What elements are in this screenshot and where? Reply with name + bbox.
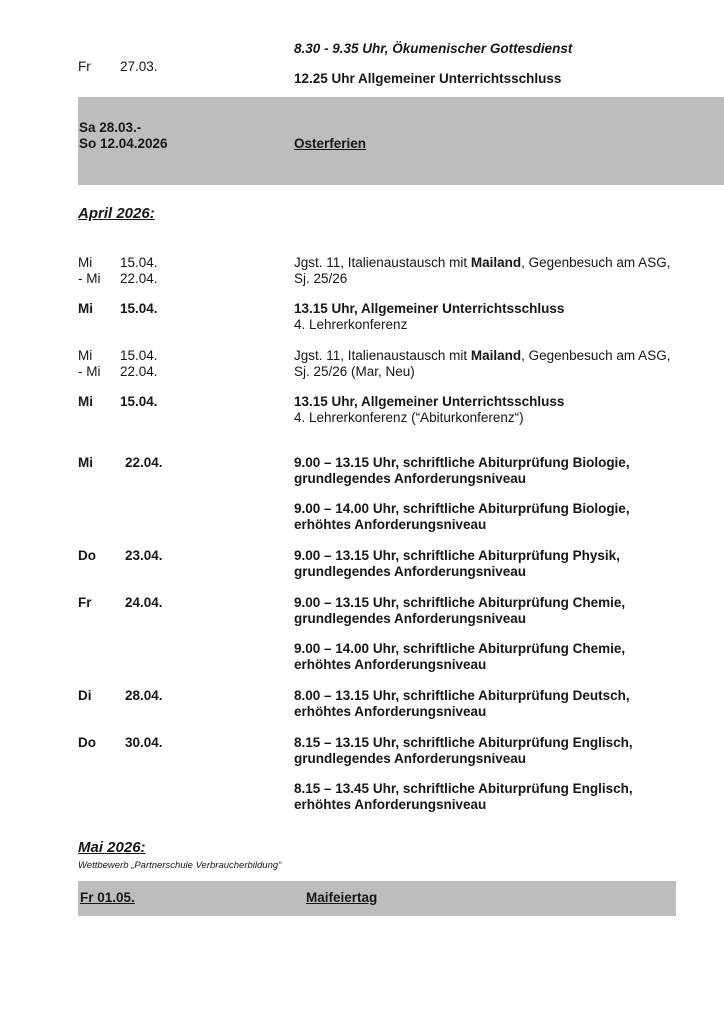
mai-heading: Mai 2026: xyxy=(78,839,146,856)
schedule-row-abitur-chemie-en xyxy=(78,641,724,674)
row-day: Mi xyxy=(78,348,93,363)
desc-line2: grundlegendes Anforderungsniveau xyxy=(294,751,527,766)
schedule-row-abitur-deutsch-en xyxy=(78,688,724,721)
desc-text: Jgst. 11, Italienaustausch mit xyxy=(294,348,471,363)
row-description xyxy=(294,501,630,533)
row-date: 24.04. xyxy=(125,595,163,610)
event-unterrichtsschluss-line: 12.25 Uhr Allgemeiner Unterrichtsschluss xyxy=(294,71,562,86)
desc-line2: erhöhtes Anforderungsniveau xyxy=(294,657,487,672)
desc-line2: erhöhtes Anforderungsniveau xyxy=(294,517,487,532)
row-day: Do xyxy=(78,735,96,750)
may-banner-date: Fr 01.05. xyxy=(80,890,135,905)
event-gottesdienst-line: 8.30 - 9.35 Uhr, Ökumenischer Gottesdienst xyxy=(294,41,573,56)
desc-line1: 9.00 – 13.15 Uhr, schriftliche Abiturprüfung Biologie, xyxy=(294,455,630,470)
row-description xyxy=(294,735,633,767)
row-description xyxy=(294,348,670,380)
desc-line2: Sj. 25/26 (Mar, Neu) xyxy=(294,364,415,379)
row-date: 30.04. xyxy=(125,735,163,750)
row-day2: - Mi xyxy=(78,271,101,286)
row-date: 23.04. xyxy=(125,548,163,563)
desc-line1: 9.00 – 14.00 Uhr, schriftliche Abiturprüfung Biologie, xyxy=(294,501,630,516)
row-description xyxy=(294,455,630,487)
desc-line1: 8.00 – 13.15 Uhr, schriftliche Abiturprüfung Deutsch, xyxy=(294,688,630,703)
row-day: Fr xyxy=(78,595,92,610)
schedule-row-italy-exchange xyxy=(78,255,724,288)
row-day: Mi xyxy=(78,255,93,270)
schedule-row-unterrichtsschluss xyxy=(78,301,724,334)
row-description xyxy=(294,548,620,580)
desc-line2: grundlegendes Anforderungsniveau xyxy=(294,611,527,626)
row-date: 15.04. xyxy=(120,255,158,270)
desc-line2: grundlegendes Anforderungsniveau xyxy=(294,471,527,486)
easter-date-line1: Sa 28.03.- xyxy=(79,120,142,135)
schedule-row-abitur-physik-gn xyxy=(78,548,724,581)
schedule-row-abitur-englisch-gn xyxy=(78,735,724,768)
desc-text: , Gegenbesuch am ASG, xyxy=(521,255,671,270)
easter-date-line2: So 12.04.2026 xyxy=(79,136,168,151)
row-date: 15.04. xyxy=(120,348,158,363)
desc-line1: 13.15 Uhr, Allgemeiner Unterrichtsschluss xyxy=(294,301,565,316)
desc-text-bold: Mailand xyxy=(470,348,522,363)
desc-line2: grundlegendes Anforderungsniveau xyxy=(294,564,527,579)
april-heading: April 2026: xyxy=(78,205,155,222)
row-date: 28.04. xyxy=(125,688,163,703)
desc-line2: 4. Lehrerkonferenz (“Abiturkonferenz“) xyxy=(294,410,524,425)
row-description xyxy=(294,595,625,627)
row-description xyxy=(294,781,633,813)
row-day2: - Mi xyxy=(78,364,101,379)
desc-line2: Sj. 25/26 xyxy=(294,271,348,286)
schedule-row-unterrichtsschluss xyxy=(78,394,724,427)
desc-line1: 8.15 – 13.45 Uhr, schriftliche Abiturprüfung Englisch, xyxy=(294,781,633,796)
may-day-banner xyxy=(78,881,676,916)
row-date2: 22.04. xyxy=(120,271,158,286)
row-day: Mi xyxy=(78,301,93,316)
schedule-row-abitur-biologie-gn xyxy=(78,455,724,488)
schedule-row-abitur-englisch-en xyxy=(78,781,724,814)
desc-line2: erhöhtes Anforderungsniveau xyxy=(294,797,487,812)
desc-line1: 9.00 – 13.15 Uhr, schriftliche Abiturprüfung Chemie, xyxy=(294,595,626,610)
desc-line2: erhöhtes Anforderungsniveau xyxy=(294,704,487,719)
easter-label: Osterferien xyxy=(294,136,367,151)
desc-line1: 9.00 – 14.00 Uhr, schriftliche Abiturprüfung Chemie, xyxy=(294,641,626,656)
row-day: Di xyxy=(78,688,92,703)
row-description xyxy=(294,255,670,287)
schedule-row-italy-exchange xyxy=(78,348,724,381)
row-date: 15.04. xyxy=(120,394,158,409)
desc-text: , Gegenbesuch am ASG, xyxy=(521,348,671,363)
row-description xyxy=(294,688,630,720)
easter-holiday-banner xyxy=(78,97,724,185)
desc-line1: 9.00 – 13.15 Uhr, schriftliche Abiturprüfung Physik, xyxy=(294,548,620,563)
row-day: Mi xyxy=(78,455,93,470)
schedule-row-abitur-biologie-en xyxy=(78,501,724,534)
desc-line1: 13.15 Uhr, Allgemeiner Unterrichtsschluss xyxy=(294,394,565,409)
row-date: 15.04. xyxy=(120,301,158,316)
desc-text-bold: Mailand xyxy=(470,255,522,270)
row-day: Mi xyxy=(78,394,93,409)
desc-line1: 8.15 – 13.15 Uhr, schriftliche Abiturprüfung Englisch, xyxy=(294,735,633,750)
row-description xyxy=(294,641,625,673)
row-date: 22.04. xyxy=(125,455,163,470)
desc-text: Jgst. 11, Italienaustausch mit xyxy=(294,255,471,270)
desc-line2: 4. Lehrerkonferenz xyxy=(294,317,408,332)
top-row-date: 27.03. xyxy=(120,59,158,74)
row-description xyxy=(294,394,564,426)
schedule-row-abitur-chemie-gn xyxy=(78,595,724,628)
row-date2: 22.04. xyxy=(120,364,158,379)
row-description xyxy=(294,301,564,333)
row-day: Do xyxy=(78,548,96,563)
top-row-day: Fr xyxy=(78,59,91,74)
mai-wettbewerb-note: Wettbewerb „Partnerschule Verbraucherbildung“ xyxy=(78,860,282,871)
may-banner-label: Maifeiertag xyxy=(306,890,378,905)
